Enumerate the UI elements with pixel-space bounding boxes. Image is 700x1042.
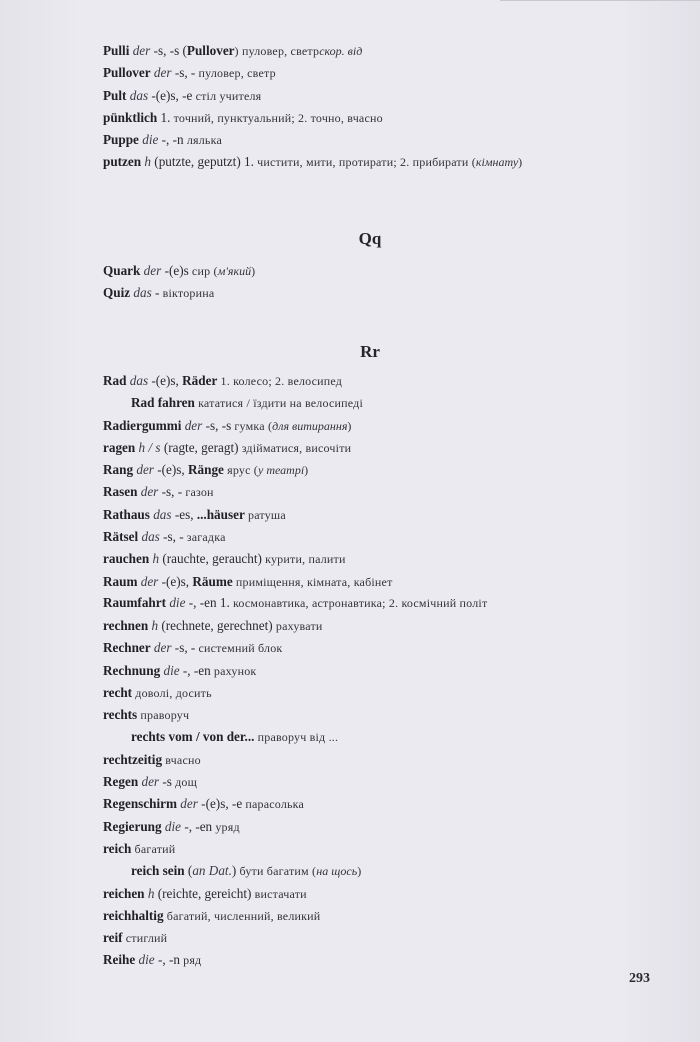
- dictionary-entry: [103, 771, 603, 793]
- translation: уряд: [212, 819, 240, 834]
- word-forms: -es,: [171, 506, 197, 522]
- section-heading-r: Rr: [360, 342, 380, 361]
- word-forms: -(e)s,: [158, 573, 193, 589]
- grammar-marker: der: [137, 573, 159, 589]
- dictionary-entry: [103, 392, 603, 414]
- grammar-marker: das: [126, 373, 149, 388]
- dictionary-entry: [103, 905, 603, 927]
- word-forms: (putzte, geputzt) 1.: [151, 154, 254, 170]
- word-forms: (reichte, gereicht): [154, 885, 252, 901]
- grammar-marker: h / s: [135, 439, 161, 455]
- word-forms: -s, -: [159, 529, 184, 545]
- word-forms: -(e)s, -e: [148, 87, 193, 103]
- word-forms: -(e)s,: [153, 462, 188, 478]
- grammar-marker: der: [181, 417, 203, 433]
- usage-note: an Dat.: [192, 863, 232, 879]
- dictionary-entry: [103, 260, 603, 282]
- translation: здійматися, височіти: [238, 440, 352, 455]
- grammar-marker: die: [138, 132, 159, 148]
- grammar-marker: der: [150, 640, 172, 656]
- dictionary-entry: [103, 40, 603, 62]
- headword: Rad: [103, 373, 127, 388]
- section-heading-q: Qq: [358, 229, 382, 248]
- headword-form: Pullover: [186, 43, 235, 58]
- translation: газон: [182, 485, 214, 500]
- translation: приміщення, кімната, кабінет: [232, 574, 393, 589]
- headword: Regierung: [103, 818, 162, 834]
- translation: дощ: [171, 775, 198, 790]
- translation-note: кімнату: [475, 155, 519, 170]
- translation-tail: ): [251, 264, 256, 278]
- word-forms: ): [231, 863, 237, 879]
- headword: recht: [103, 684, 133, 700]
- headword: Rad fahren: [131, 395, 195, 411]
- word-forms: -: [151, 285, 160, 301]
- translation-tail: ): [304, 463, 309, 478]
- headword-form: Ränge: [188, 462, 224, 478]
- translation-note: м'який: [217, 264, 252, 278]
- headword: pünktlich: [103, 109, 158, 125]
- word-forms: (: [184, 863, 193, 879]
- word-forms: -s, -s: [202, 417, 232, 433]
- headword: rechtzeitig: [103, 751, 163, 767]
- headword: reichen: [103, 885, 145, 901]
- headword: Raum: [103, 573, 138, 589]
- translation: гумка (: [231, 418, 273, 433]
- headword: Regenschirm: [103, 796, 177, 812]
- word-forms: -, -n: [158, 132, 184, 148]
- word-forms: 1.: [157, 109, 171, 125]
- dictionary-entry: [103, 682, 603, 704]
- dictionary-entry: [103, 838, 603, 860]
- headword: Radiergummi: [103, 417, 182, 433]
- word-forms: -s, -s (: [150, 43, 187, 58]
- dictionary-entry: [103, 459, 603, 481]
- page-edge-line: [500, 0, 700, 7]
- dictionary-entry: [103, 85, 603, 107]
- dictionary-entry: [103, 637, 603, 659]
- headword: reich: [103, 840, 132, 856]
- translation: багатий: [131, 841, 176, 856]
- translation: стіл учителя: [192, 88, 262, 103]
- headword: rechts vom / von der...: [131, 729, 255, 745]
- entries-p-section: [103, 40, 603, 174]
- word-forms: (rauchte, geraucht): [159, 551, 262, 567]
- headword: rechnen: [103, 617, 149, 633]
- headword: Pullover: [103, 65, 151, 81]
- dictionary-entry: [103, 860, 603, 882]
- word-forms: -(e)s: [161, 263, 189, 278]
- word-forms: -, -en: [179, 662, 211, 678]
- translation: 1. колесо; 2. велосипед: [217, 374, 343, 388]
- translation-tail: ): [518, 155, 523, 170]
- dictionary-entry: [103, 704, 603, 726]
- entries-r-section: [103, 370, 603, 972]
- translation: вистачати: [251, 886, 307, 901]
- grammar-marker: der: [140, 263, 162, 278]
- word-forms: -s, -: [171, 65, 196, 81]
- grammar-marker: h: [148, 617, 159, 633]
- grammar-marker: der: [133, 462, 154, 478]
- headword-form: Räume: [192, 573, 233, 589]
- dictionary-entry: [103, 415, 603, 437]
- dictionary-entry: [103, 107, 603, 129]
- word-forms: -(e)s, -e: [197, 796, 243, 812]
- headword: Rasen: [103, 484, 138, 500]
- dictionary-entry: [103, 883, 603, 905]
- dictionary-entry: [103, 151, 603, 173]
- word-forms: -(e)s,: [148, 373, 183, 388]
- headword: Puppe: [103, 132, 139, 148]
- translation: загадка: [183, 530, 226, 545]
- page-number: 293: [629, 971, 650, 986]
- dictionary-entry: [103, 660, 603, 682]
- dictionary-entry: [103, 816, 603, 838]
- translation: системний блок: [195, 641, 283, 656]
- dictionary-entry: [103, 749, 603, 771]
- translation: точний, пунктуальний; 2. точно, вчасно: [170, 110, 383, 125]
- headword: rauchen: [103, 551, 150, 567]
- dictionary-entry: [103, 504, 603, 526]
- headword: reich sein: [131, 863, 185, 879]
- grammar-marker: der: [176, 796, 198, 812]
- grammar-marker: der: [150, 65, 172, 81]
- translation: багатий, численний, великий: [163, 908, 321, 923]
- grammar-marker: die: [161, 818, 182, 834]
- dictionary-entry: [103, 282, 603, 304]
- translation: вчасно: [162, 752, 201, 767]
- translation-tail: ): [357, 864, 362, 879]
- word-forms: -, -en 1.: [185, 594, 230, 610]
- headword: Rechner: [103, 640, 151, 656]
- grammar-marker: der: [138, 774, 160, 790]
- translation: праворуч від ...: [254, 730, 339, 745]
- dictionary-entry: [103, 129, 603, 151]
- dictionary-entry: [103, 593, 593, 615]
- translation-note: у театрі: [258, 463, 305, 478]
- translation: ярус (: [223, 463, 258, 478]
- headword: Rathaus: [103, 506, 150, 522]
- grammar-marker: der: [137, 484, 159, 500]
- translation: праворуч: [137, 708, 190, 723]
- dictionary-entry: [103, 437, 603, 459]
- grammar-marker: die: [166, 594, 186, 610]
- dictionary-entry: [103, 526, 603, 548]
- headword: ragen: [103, 439, 136, 455]
- translation: чистити, мити, протирати; 2. прибирати (: [253, 155, 476, 170]
- grammar-marker: h: [141, 154, 151, 170]
- headword-form: ...häuser: [196, 506, 245, 522]
- translation-note: на щось: [316, 864, 358, 879]
- entries-q-section: [103, 260, 603, 305]
- headword: Quiz: [103, 285, 131, 301]
- dictionary-entry: [103, 548, 603, 570]
- translation: рахувати: [272, 618, 323, 633]
- word-forms: -, -n: [154, 952, 180, 968]
- dictionary-entry: [103, 615, 603, 637]
- translation: кататися / їздити на велосипеді: [194, 396, 363, 411]
- word-forms: (rechnete, gerechnet): [158, 617, 273, 633]
- translation: курити, палити: [261, 552, 346, 567]
- grammar-marker: h: [149, 551, 160, 567]
- dictionary-entry: [103, 62, 603, 84]
- word-forms: -s, -: [171, 640, 196, 656]
- headword: Regen: [103, 774, 139, 790]
- dictionary-entry: [103, 481, 603, 503]
- translation: парасолька: [242, 797, 305, 812]
- word-forms: -, -en: [181, 818, 213, 834]
- dictionary-entry: [103, 949, 603, 971]
- dictionary-entry: [103, 793, 603, 815]
- translation: ратуша: [244, 507, 286, 522]
- grammar-marker: der: [129, 43, 151, 58]
- headword: Rechnung: [103, 662, 161, 678]
- headword-form: Räder: [182, 373, 218, 388]
- headword: Quark: [103, 263, 141, 278]
- dictionary-entry: [103, 726, 603, 748]
- translation: ряд: [179, 953, 202, 968]
- translation-tail: ): [347, 418, 352, 433]
- headword: Raumfahrt: [103, 594, 167, 610]
- dictionary-entry: [103, 571, 603, 593]
- headword: Rang: [103, 462, 134, 478]
- translation: лялька: [183, 133, 222, 148]
- grammar-marker: das: [138, 529, 160, 545]
- headword: reichhaltig: [103, 907, 164, 923]
- translation: пуловер, светр: [195, 66, 276, 81]
- word-forms: -s, -: [158, 484, 183, 500]
- headword: reif: [103, 930, 123, 946]
- grammar-marker: die: [160, 662, 180, 678]
- headword: Rätsel: [103, 529, 139, 545]
- dictionary-entry: [103, 927, 603, 949]
- translation-note: скор. від: [319, 44, 363, 58]
- translation: вікторина: [159, 286, 215, 301]
- translation-note: для витирання: [272, 418, 348, 433]
- headword: putzen: [103, 154, 142, 170]
- grammar-marker: h: [144, 885, 155, 901]
- translation: рахунок: [210, 663, 257, 678]
- translation: космонавтика, астронавтика; 2. космічний політ: [229, 595, 488, 610]
- headword: Reihe: [103, 952, 136, 968]
- grammar-marker: das: [126, 87, 149, 103]
- headword: Pulli: [103, 43, 130, 58]
- translation: ) пуловер, светр: [234, 44, 320, 58]
- translation: стиглий: [122, 931, 168, 946]
- grammar-marker: die: [135, 952, 155, 968]
- translation: сир (: [188, 264, 218, 278]
- headword: rechts: [103, 707, 138, 723]
- headword: Pult: [103, 87, 127, 103]
- dictionary-entry: [103, 370, 603, 392]
- translation: бути багатим (: [236, 864, 317, 879]
- word-forms: (ragte, geragt): [160, 439, 239, 455]
- grammar-marker: das: [130, 285, 152, 301]
- grammar-marker: das: [149, 506, 172, 522]
- translation: доволі, досить: [132, 685, 212, 700]
- word-forms: -s: [159, 774, 172, 790]
